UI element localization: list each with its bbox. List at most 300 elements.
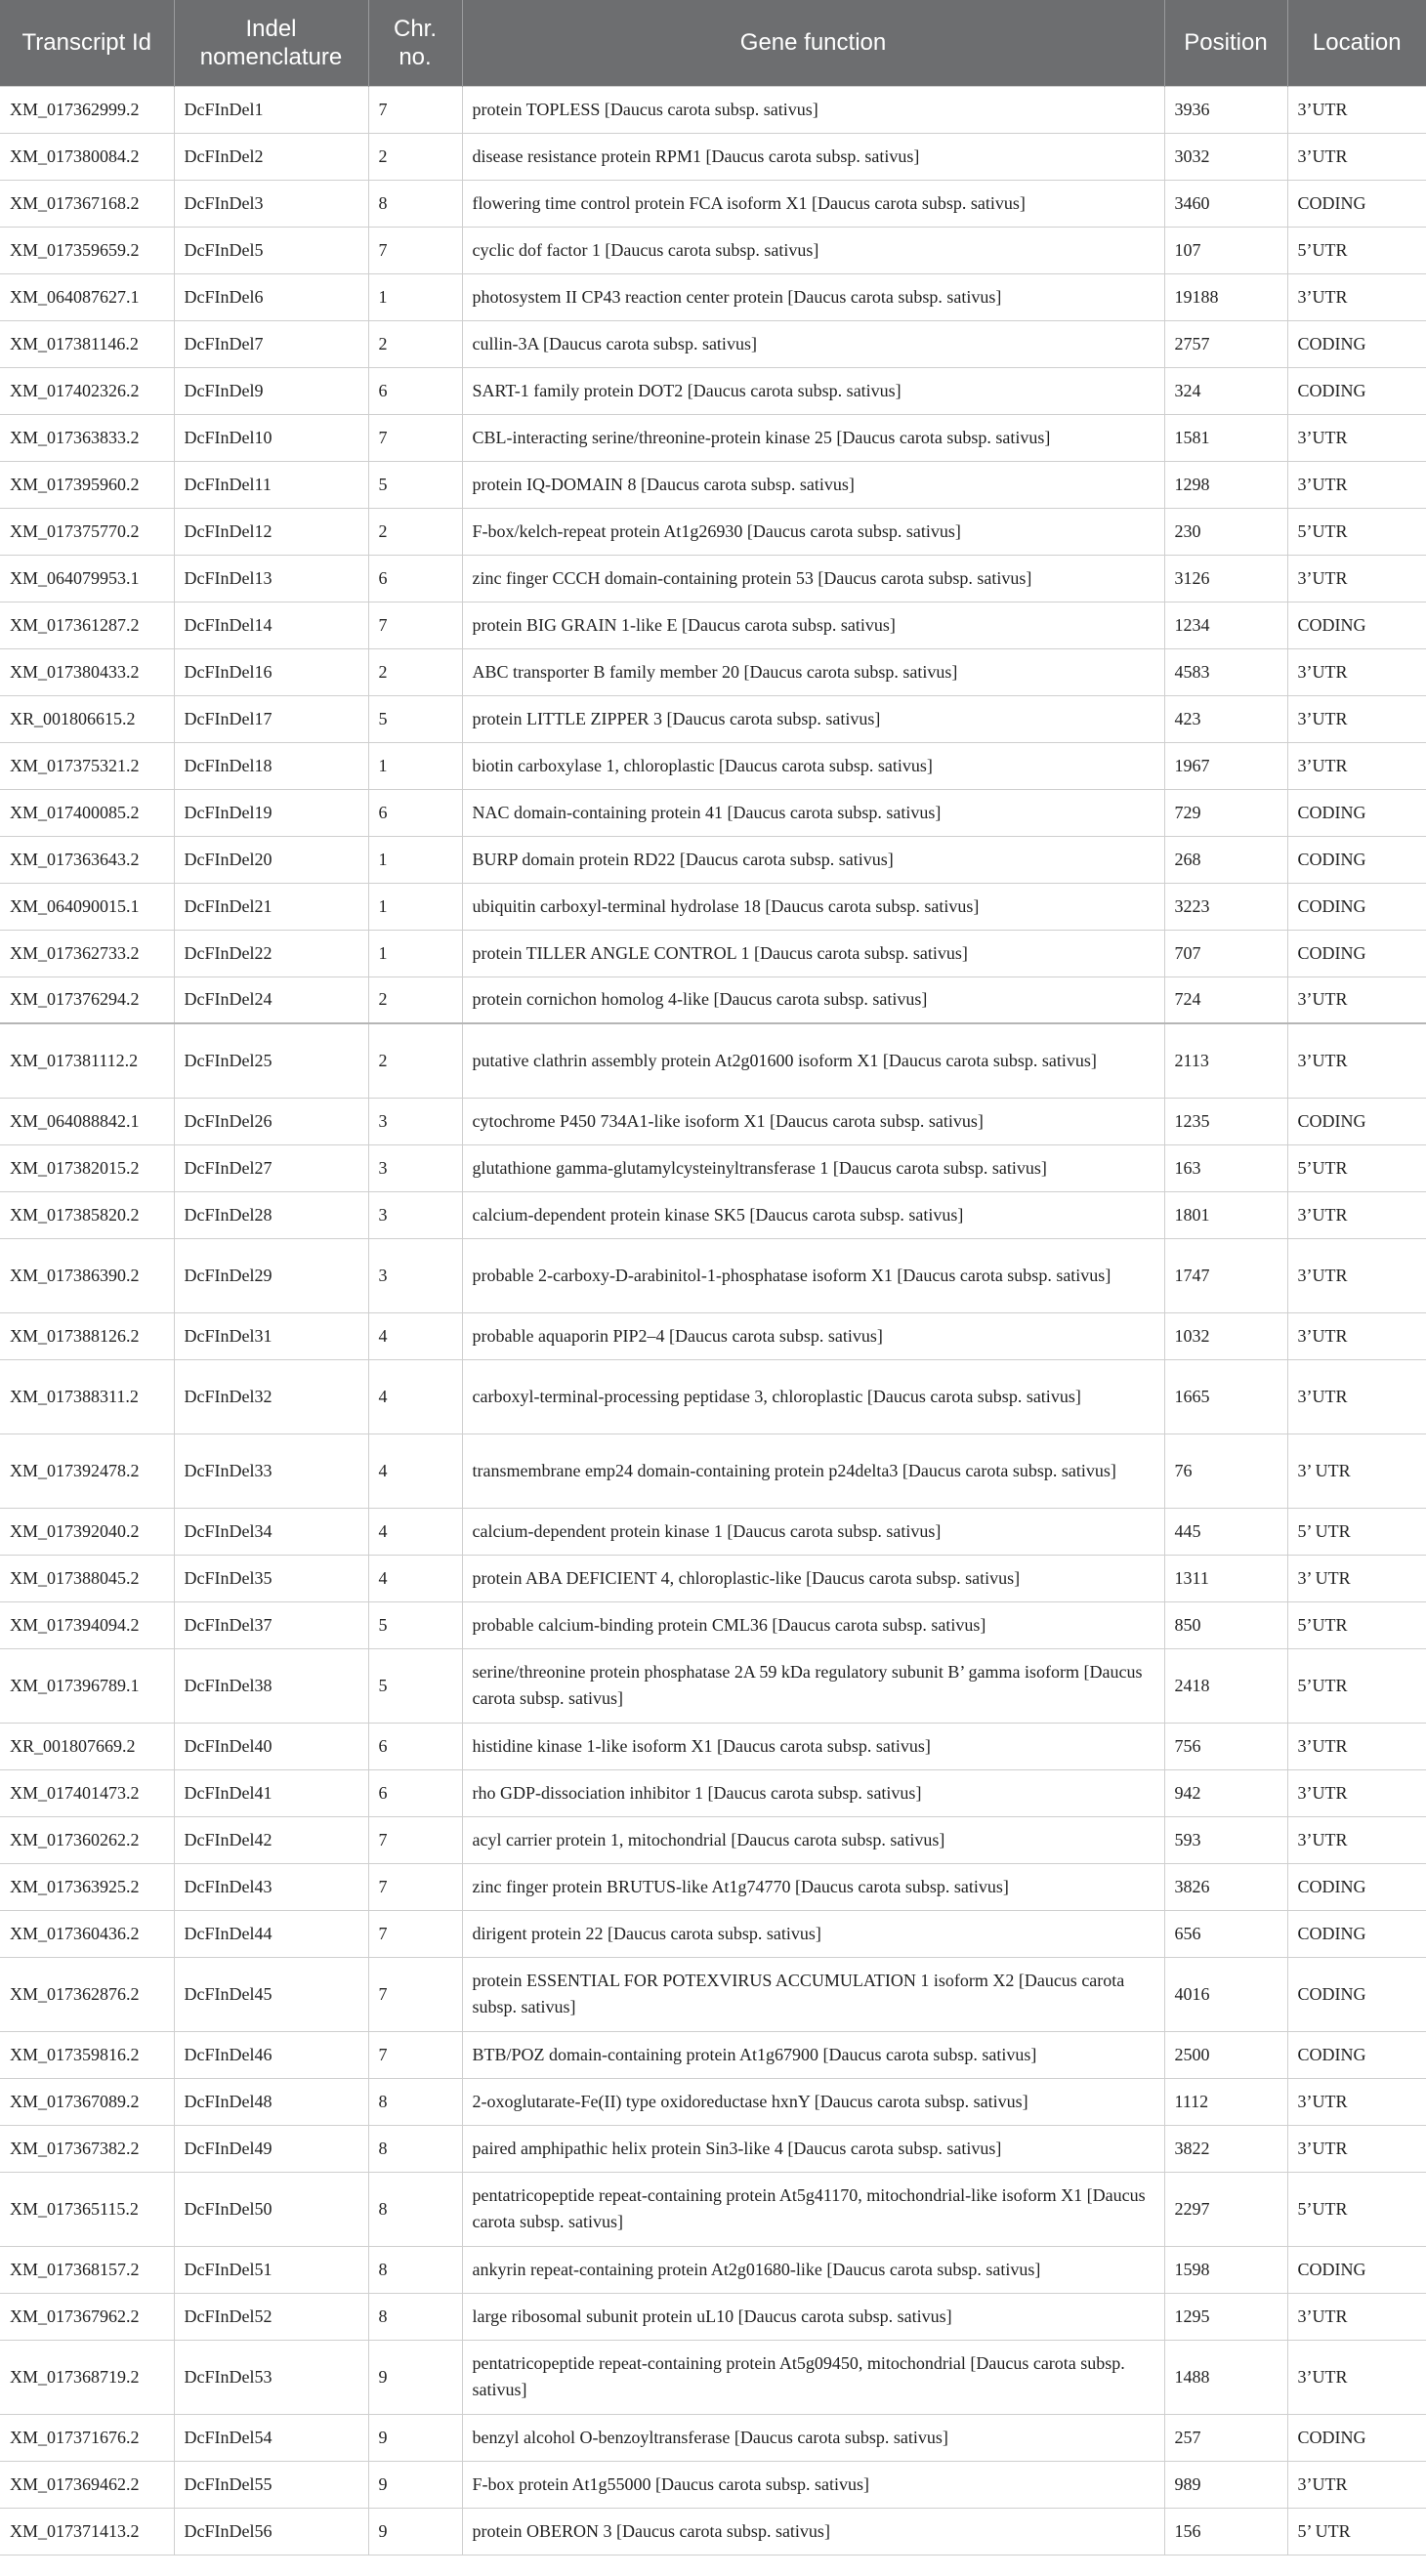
indel-name-cell: DcFInDel34 <box>174 1508 368 1555</box>
chr-no-cell: 6 <box>368 1723 462 1769</box>
position-cell: 2757 <box>1164 320 1287 367</box>
indel-name-cell: DcFInDel40 <box>174 1723 368 1769</box>
location-cell: 3’UTR <box>1287 414 1426 461</box>
transcript-id-cell: XM_017401473.2 <box>0 1769 174 1816</box>
table-row <box>0 133 1426 180</box>
location-cell: 3’UTR <box>1287 1023 1426 1098</box>
chr-no-cell: 8 <box>368 180 462 227</box>
indel-name-cell: DcFInDel18 <box>174 742 368 789</box>
gene-function-cell: cullin-3A [Daucus carota subsp. sativus] <box>462 320 1164 367</box>
chr-no-cell: 3 <box>368 1238 462 1312</box>
chr-no-cell: 5 <box>368 1601 462 1648</box>
transcript-id-cell: XM_064088842.1 <box>0 1098 174 1144</box>
table-row <box>0 2246 1426 2293</box>
gene-function-cell: putative clathrin assembly protein At2g01600 isoform X1 [Daucus carota subsp. sativus] <box>462 1023 1164 1098</box>
header-location: Location <box>1287 0 1426 86</box>
transcript-id-cell: XM_017394094.2 <box>0 1601 174 1648</box>
indel-name-cell: DcFInDel6 <box>174 273 368 320</box>
gene-function-cell: ankyrin repeat-containing protein At2g01680-like [Daucus carota subsp. sativus] <box>462 2246 1164 2293</box>
gene-function-cell: pentatricopeptide repeat-containing protein At5g41170, mitochondrial-like isoform X1 [Daucus carota subsp. sativus] <box>462 2172 1164 2246</box>
table-row <box>0 367 1426 414</box>
location-cell: 5’UTR <box>1287 508 1426 555</box>
indel-name-cell: DcFInDel16 <box>174 648 368 695</box>
gene-function-cell: protein ABA DEFICIENT 4, chloroplastic-like [Daucus carota subsp. sativus] <box>462 1555 1164 1601</box>
transcript-id-cell: XM_017395960.2 <box>0 461 174 508</box>
location-cell: 3’UTR <box>1287 1769 1426 1816</box>
transcript-id-cell: XM_017360262.2 <box>0 1816 174 1863</box>
chr-no-cell: 7 <box>368 2031 462 2078</box>
indel-name-cell: DcFInDel20 <box>174 836 368 883</box>
gene-function-cell: 2-oxoglutarate-Fe(II) type oxidoreductase hxnY [Daucus carota subsp. sativus] <box>462 2078 1164 2125</box>
location-cell: 3’UTR <box>1287 2461 1426 2508</box>
gene-function-cell: rho GDP-dissociation inhibitor 1 [Daucus carota subsp. sativus] <box>462 1769 1164 1816</box>
chr-no-cell: 2 <box>368 508 462 555</box>
location-cell: 3’ UTR <box>1287 1433 1426 1508</box>
indel-name-cell: DcFInDel31 <box>174 1312 368 1359</box>
location-cell: 3’UTR <box>1287 1312 1426 1359</box>
table-row <box>0 508 1426 555</box>
table-row <box>0 1769 1426 1816</box>
gene-function-cell: BTB/POZ domain-containing protein At1g67900 [Daucus carota subsp. sativus] <box>462 2031 1164 2078</box>
table-row <box>0 976 1426 1023</box>
indel-name-cell: DcFInDel7 <box>174 320 368 367</box>
position-cell: 1295 <box>1164 2293 1287 2340</box>
position-cell: 163 <box>1164 1144 1287 1191</box>
location-cell: 3’UTR <box>1287 648 1426 695</box>
chr-no-cell: 2 <box>368 133 462 180</box>
table-row <box>0 2125 1426 2172</box>
location-cell: 3’UTR <box>1287 1723 1426 1769</box>
table-row <box>0 1648 1426 1723</box>
transcript-id-cell: XM_017392478.2 <box>0 1433 174 1508</box>
gene-function-cell: probable aquaporin PIP2–4 [Daucus carota subsp. sativus] <box>462 1312 1164 1359</box>
header-position: Position <box>1164 0 1287 86</box>
table-row <box>0 86 1426 133</box>
transcript-id-cell: XM_064090015.1 <box>0 883 174 930</box>
location-cell: CODING <box>1287 836 1426 883</box>
chr-no-cell: 7 <box>368 1863 462 1910</box>
chr-no-cell: 4 <box>368 1555 462 1601</box>
transcript-id-cell: XM_017380084.2 <box>0 133 174 180</box>
location-cell: 3’UTR <box>1287 695 1426 742</box>
header-row <box>0 0 1426 86</box>
gene-function-cell: protein TILLER ANGLE CONTROL 1 [Daucus carota subsp. sativus] <box>462 930 1164 976</box>
position-cell: 724 <box>1164 976 1287 1023</box>
position-cell: 2297 <box>1164 2172 1287 2246</box>
chr-no-cell: 3 <box>368 1098 462 1144</box>
location-cell: CODING <box>1287 1910 1426 1957</box>
position-cell: 3126 <box>1164 555 1287 602</box>
gene-function-cell: zinc finger protein BRUTUS-like At1g74770 [Daucus carota subsp. sativus] <box>462 1863 1164 1910</box>
chr-no-cell: 8 <box>368 2293 462 2340</box>
table-row <box>0 180 1426 227</box>
gene-function-cell: protein cornichon homolog 4-like [Daucus carota subsp. sativus] <box>462 976 1164 1023</box>
table-row <box>0 1723 1426 1769</box>
location-cell: 5’UTR <box>1287 1144 1426 1191</box>
indel-name-cell: DcFInDel10 <box>174 414 368 461</box>
location-cell: 3’UTR <box>1287 461 1426 508</box>
position-cell: 2500 <box>1164 2031 1287 2078</box>
gene-function-cell: ABC transporter B family member 20 [Daucus carota subsp. sativus] <box>462 648 1164 695</box>
position-cell: 756 <box>1164 1723 1287 1769</box>
position-cell: 3460 <box>1164 180 1287 227</box>
transcript-id-cell: XM_017369462.2 <box>0 2461 174 2508</box>
transcript-id-cell: XM_017371413.2 <box>0 2508 174 2555</box>
location-cell: CODING <box>1287 1098 1426 1144</box>
indel-name-cell: DcFInDel13 <box>174 555 368 602</box>
transcript-id-cell: XM_017359659.2 <box>0 227 174 273</box>
chr-no-cell: 6 <box>368 789 462 836</box>
position-cell: 4583 <box>1164 648 1287 695</box>
transcript-id-cell: XM_017362733.2 <box>0 930 174 976</box>
indel-name-cell: DcFInDel37 <box>174 1601 368 1648</box>
location-cell: CODING <box>1287 602 1426 648</box>
transcript-id-cell: XM_017375321.2 <box>0 742 174 789</box>
table-row <box>0 1238 1426 1312</box>
indel-name-cell: DcFInDel14 <box>174 602 368 648</box>
chr-no-cell: 5 <box>368 1648 462 1723</box>
gene-function-cell: transmembrane emp24 domain-containing protein p24delta3 [Daucus carota subsp. sativus] <box>462 1433 1164 1508</box>
table-row <box>0 1863 1426 1910</box>
position-cell: 2113 <box>1164 1023 1287 1098</box>
chr-no-cell: 8 <box>368 2246 462 2293</box>
indel-name-cell: DcFInDel11 <box>174 461 368 508</box>
indel-name-cell: DcFInDel52 <box>174 2293 368 2340</box>
gene-function-cell: calcium-dependent protein kinase SK5 [Daucus carota subsp. sativus] <box>462 1191 1164 1238</box>
table-row <box>0 2508 1426 2555</box>
gene-function-cell: protein LITTLE ZIPPER 3 [Daucus carota subsp. sativus] <box>462 695 1164 742</box>
position-cell: 1665 <box>1164 1359 1287 1433</box>
chr-no-cell: 3 <box>368 1144 462 1191</box>
location-cell: CODING <box>1287 2414 1426 2461</box>
gene-function-cell: benzyl alcohol O-benzoyltransferase [Daucus carota subsp. sativus] <box>462 2414 1164 2461</box>
transcript-id-cell: XM_017381112.2 <box>0 1023 174 1098</box>
location-cell: 3’UTR <box>1287 976 1426 1023</box>
position-cell: 1598 <box>1164 2246 1287 2293</box>
table-row <box>0 2031 1426 2078</box>
gene-function-cell: dirigent protein 22 [Daucus carota subsp. sativus] <box>462 1910 1164 1957</box>
gene-function-cell: CBL-interacting serine/threonine-protein kinase 25 [Daucus carota subsp. sativus] <box>462 414 1164 461</box>
transcript-id-cell: XR_001806615.2 <box>0 695 174 742</box>
location-cell: CODING <box>1287 789 1426 836</box>
table-row <box>0 836 1426 883</box>
position-cell: 76 <box>1164 1433 1287 1508</box>
table-row <box>0 1144 1426 1191</box>
table-row <box>0 555 1426 602</box>
transcript-id-cell: XM_017359816.2 <box>0 2031 174 2078</box>
transcript-id-cell: XM_017380433.2 <box>0 648 174 695</box>
transcript-id-cell: XM_017371676.2 <box>0 2414 174 2461</box>
table-row <box>0 227 1426 273</box>
transcript-id-cell: XM_017381146.2 <box>0 320 174 367</box>
position-cell: 156 <box>1164 2508 1287 2555</box>
position-cell: 107 <box>1164 227 1287 273</box>
chr-no-cell: 1 <box>368 273 462 320</box>
transcript-id-cell: XM_017396789.1 <box>0 1648 174 1723</box>
table-row <box>0 2293 1426 2340</box>
position-cell: 1581 <box>1164 414 1287 461</box>
header-transcript-id: Transcript Id <box>0 0 174 86</box>
chr-no-cell: 6 <box>368 367 462 414</box>
position-cell: 989 <box>1164 2461 1287 2508</box>
table-row <box>0 883 1426 930</box>
gene-function-cell: large ribosomal subunit protein uL10 [Daucus carota subsp. sativus] <box>462 2293 1164 2340</box>
indel-name-cell: DcFInDel35 <box>174 1555 368 1601</box>
location-cell: 3’UTR <box>1287 1238 1426 1312</box>
position-cell: 656 <box>1164 1910 1287 1957</box>
position-cell: 3822 <box>1164 2125 1287 2172</box>
indel-name-cell: DcFInDel19 <box>174 789 368 836</box>
transcript-id-cell: XM_017388045.2 <box>0 1555 174 1601</box>
header-gene-function: Gene function <box>462 0 1164 86</box>
gene-function-cell: ubiquitin carboxyl-terminal hydrolase 18 [Daucus carota subsp. sativus] <box>462 883 1164 930</box>
position-cell: 3223 <box>1164 883 1287 930</box>
indel-name-cell: DcFInDel46 <box>174 2031 368 2078</box>
location-cell: 3’UTR <box>1287 742 1426 789</box>
chr-no-cell: 9 <box>368 2461 462 2508</box>
gene-function-cell: protein OBERON 3 [Daucus carota subsp. sativus] <box>462 2508 1164 2555</box>
gene-function-cell: NAC domain-containing protein 41 [Daucus carota subsp. sativus] <box>462 789 1164 836</box>
table-row <box>0 1910 1426 1957</box>
gene-function-cell: zinc finger CCCH domain-containing protein 53 [Daucus carota subsp. sativus] <box>462 555 1164 602</box>
gene-function-cell: histidine kinase 1-like isoform X1 [Daucus carota subsp. sativus] <box>462 1723 1164 1769</box>
transcript-id-cell: XM_017367962.2 <box>0 2293 174 2340</box>
gene-function-cell: protein BIG GRAIN 1-like E [Daucus carota subsp. sativus] <box>462 602 1164 648</box>
location-cell: 3’UTR <box>1287 2125 1426 2172</box>
chr-no-cell: 8 <box>368 2078 462 2125</box>
chr-no-cell: 4 <box>368 1433 462 1508</box>
table-row <box>0 1601 1426 1648</box>
transcript-id-cell: XM_017363643.2 <box>0 836 174 883</box>
position-cell: 593 <box>1164 1816 1287 1863</box>
location-cell: 3’UTR <box>1287 86 1426 133</box>
position-cell: 445 <box>1164 1508 1287 1555</box>
position-cell: 1234 <box>1164 602 1287 648</box>
transcript-id-cell: XM_064087627.1 <box>0 273 174 320</box>
table-row <box>0 695 1426 742</box>
indel-name-cell: DcFInDel29 <box>174 1238 368 1312</box>
chr-no-cell: 1 <box>368 883 462 930</box>
table-row <box>0 1433 1426 1508</box>
chr-no-cell: 1 <box>368 836 462 883</box>
chr-no-cell: 1 <box>368 930 462 976</box>
chr-no-cell: 8 <box>368 2125 462 2172</box>
transcript-id-cell: XM_017382015.2 <box>0 1144 174 1191</box>
gene-function-cell: photosystem II CP43 reaction center protein [Daucus carota subsp. sativus] <box>462 273 1164 320</box>
location-cell: 3’UTR <box>1287 1359 1426 1433</box>
position-cell: 2418 <box>1164 1648 1287 1723</box>
indel-name-cell: DcFInDel5 <box>174 227 368 273</box>
chr-no-cell: 7 <box>368 1910 462 1957</box>
position-cell: 1967 <box>1164 742 1287 789</box>
table-row <box>0 1957 1426 2031</box>
location-cell: CODING <box>1287 930 1426 976</box>
transcript-id-cell: XM_017367382.2 <box>0 2125 174 2172</box>
chr-no-cell: 7 <box>368 1957 462 2031</box>
gene-function-cell: probable calcium-binding protein CML36 [Daucus carota subsp. sativus] <box>462 1601 1164 1648</box>
transcript-id-cell: XM_017360436.2 <box>0 1910 174 1957</box>
indel-name-cell: DcFInDel55 <box>174 2461 368 2508</box>
table-row <box>0 1508 1426 1555</box>
gene-function-cell: protein IQ-DOMAIN 8 [Daucus carota subsp. sativus] <box>462 461 1164 508</box>
indel-name-cell: DcFInDel26 <box>174 1098 368 1144</box>
table-row <box>0 742 1426 789</box>
position-cell: 942 <box>1164 1769 1287 1816</box>
indel-name-cell: DcFInDel54 <box>174 2414 368 2461</box>
table-row <box>0 1312 1426 1359</box>
position-cell: 1235 <box>1164 1098 1287 1144</box>
transcript-id-cell: XM_017388126.2 <box>0 1312 174 1359</box>
table-row <box>0 602 1426 648</box>
location-cell: CODING <box>1287 2031 1426 2078</box>
gene-function-cell: protein ESSENTIAL FOR POTEXVIRUS ACCUMULATION 1 isoform X2 [Daucus carota subsp. sativus] <box>462 1957 1164 2031</box>
position-cell: 268 <box>1164 836 1287 883</box>
location-cell: 5’UTR <box>1287 2172 1426 2246</box>
indel-name-cell: DcFInDel25 <box>174 1023 368 1098</box>
location-cell: 5’UTR <box>1287 227 1426 273</box>
chr-no-cell: 5 <box>368 695 462 742</box>
position-cell: 1311 <box>1164 1555 1287 1601</box>
chr-no-cell: 3 <box>368 1191 462 1238</box>
table-row <box>0 2461 1426 2508</box>
header-chr-no: Chr. no. <box>368 0 462 86</box>
gene-function-cell: protein TOPLESS [Daucus carota subsp. sativus] <box>462 86 1164 133</box>
position-cell: 850 <box>1164 1601 1287 1648</box>
indel-name-cell: DcFInDel1 <box>174 86 368 133</box>
position-cell: 1032 <box>1164 1312 1287 1359</box>
gene-function-cell: biotin carboxylase 1, chloroplastic [Daucus carota subsp. sativus] <box>462 742 1164 789</box>
gene-function-cell: calcium-dependent protein kinase 1 [Daucus carota subsp. sativus] <box>462 1508 1164 1555</box>
location-cell: CODING <box>1287 883 1426 930</box>
gene-function-cell: flowering time control protein FCA isoform X1 [Daucus carota subsp. sativus] <box>462 180 1164 227</box>
gene-function-cell: acyl carrier protein 1, mitochondrial [Daucus carota subsp. sativus] <box>462 1816 1164 1863</box>
transcript-id-cell: XM_017385820.2 <box>0 1191 174 1238</box>
position-cell: 1488 <box>1164 2340 1287 2414</box>
table-header <box>0 0 1426 86</box>
chr-no-cell: 4 <box>368 1312 462 1359</box>
position-cell: 3936 <box>1164 86 1287 133</box>
transcript-id-cell: XM_064079953.1 <box>0 555 174 602</box>
transcript-id-cell: XM_017386390.2 <box>0 1238 174 1312</box>
table-row <box>0 2414 1426 2461</box>
table-row <box>0 461 1426 508</box>
indel-name-cell: DcFInDel21 <box>174 883 368 930</box>
indel-name-cell: DcFInDel50 <box>174 2172 368 2246</box>
indel-name-cell: DcFInDel12 <box>174 508 368 555</box>
table-row <box>0 930 1426 976</box>
table-row <box>0 273 1426 320</box>
transcript-id-cell: XM_017363833.2 <box>0 414 174 461</box>
chr-no-cell: 8 <box>368 2172 462 2246</box>
location-cell: 3’UTR <box>1287 2293 1426 2340</box>
position-cell: 3032 <box>1164 133 1287 180</box>
indel-name-cell: DcFInDel41 <box>174 1769 368 1816</box>
gene-function-cell: cytochrome P450 734A1-like isoform X1 [Daucus carota subsp. sativus] <box>462 1098 1164 1144</box>
gene-function-cell: BURP domain protein RD22 [Daucus carota subsp. sativus] <box>462 836 1164 883</box>
chr-no-cell: 9 <box>368 2508 462 2555</box>
transcript-id-cell: XR_001807669.2 <box>0 1723 174 1769</box>
chr-no-cell: 4 <box>368 1359 462 1433</box>
location-cell: 3’UTR <box>1287 2078 1426 2125</box>
gene-function-cell: cyclic dof factor 1 [Daucus carota subsp. sativus] <box>462 227 1164 273</box>
chr-no-cell: 5 <box>368 461 462 508</box>
table-row <box>0 2172 1426 2246</box>
table-row <box>0 414 1426 461</box>
location-cell: 3’UTR <box>1287 555 1426 602</box>
chr-no-cell: 6 <box>368 1769 462 1816</box>
location-cell: CODING <box>1287 1957 1426 2031</box>
table-row <box>0 1098 1426 1144</box>
gene-function-cell: pentatricopeptide repeat-containing protein At5g09450, mitochondrial [Daucus carota subsp. sativus] <box>462 2340 1164 2414</box>
indel-name-cell: DcFInDel27 <box>174 1144 368 1191</box>
indel-name-cell: DcFInDel53 <box>174 2340 368 2414</box>
position-cell: 707 <box>1164 930 1287 976</box>
chr-no-cell: 7 <box>368 414 462 461</box>
indel-name-cell: DcFInDel42 <box>174 1816 368 1863</box>
table-row <box>0 1555 1426 1601</box>
table-body <box>0 86 1426 2555</box>
gene-function-cell: paired amphipathic helix protein Sin3-like 4 [Daucus carota subsp. sativus] <box>462 2125 1164 2172</box>
chr-no-cell: 7 <box>368 86 462 133</box>
transcript-id-cell: XM_017361287.2 <box>0 602 174 648</box>
table-row <box>0 789 1426 836</box>
chr-no-cell: 2 <box>368 320 462 367</box>
chr-no-cell: 2 <box>368 648 462 695</box>
table-row <box>0 648 1426 695</box>
gene-function-cell: glutathione gamma-glutamylcysteinyltransferase 1 [Daucus carota subsp. sativus] <box>462 1144 1164 1191</box>
indel-name-cell: DcFInDel28 <box>174 1191 368 1238</box>
indel-name-cell: DcFInDel33 <box>174 1433 368 1508</box>
indel-name-cell: DcFInDel3 <box>174 180 368 227</box>
location-cell: CODING <box>1287 180 1426 227</box>
location-cell: 3’UTR <box>1287 133 1426 180</box>
location-cell: 5’ UTR <box>1287 1508 1426 1555</box>
table-row <box>0 1359 1426 1433</box>
location-cell: CODING <box>1287 320 1426 367</box>
transcript-id-cell: XM_017400085.2 <box>0 789 174 836</box>
position-cell: 1298 <box>1164 461 1287 508</box>
transcript-id-cell: XM_017367089.2 <box>0 2078 174 2125</box>
position-cell: 3826 <box>1164 1863 1287 1910</box>
gene-function-cell: F-box protein At1g55000 [Daucus carota subsp. sativus] <box>462 2461 1164 2508</box>
position-cell: 257 <box>1164 2414 1287 2461</box>
location-cell: 3’UTR <box>1287 273 1426 320</box>
table-row <box>0 1023 1426 1098</box>
transcript-id-cell: XM_017375770.2 <box>0 508 174 555</box>
chr-no-cell: 2 <box>368 976 462 1023</box>
indel-name-cell: DcFInDel2 <box>174 133 368 180</box>
transcript-id-cell: XM_017376294.2 <box>0 976 174 1023</box>
header-indel-nomenclature: Indel nomenclature <box>174 0 368 86</box>
gene-function-cell: F-box/kelch-repeat protein At1g26930 [Daucus carota subsp. sativus] <box>462 508 1164 555</box>
location-cell: 3’UTR <box>1287 1191 1426 1238</box>
position-cell: 324 <box>1164 367 1287 414</box>
gene-function-cell: probable 2-carboxy-D-arabinitol-1-phosphatase isoform X1 [Daucus carota subsp. sativus] <box>462 1238 1164 1312</box>
indel-name-cell: DcFInDel32 <box>174 1359 368 1433</box>
chr-no-cell: 9 <box>368 2414 462 2461</box>
location-cell: CODING <box>1287 367 1426 414</box>
indel-name-cell: DcFInDel51 <box>174 2246 368 2293</box>
position-cell: 1747 <box>1164 1238 1287 1312</box>
transcript-id-cell: XM_017363925.2 <box>0 1863 174 1910</box>
table-row <box>0 1191 1426 1238</box>
indel-name-cell: DcFInDel24 <box>174 976 368 1023</box>
indel-name-cell: DcFInDel43 <box>174 1863 368 1910</box>
chr-no-cell: 7 <box>368 1816 462 1863</box>
chr-no-cell: 7 <box>368 602 462 648</box>
transcript-id-cell: XM_017392040.2 <box>0 1508 174 1555</box>
indel-name-cell: DcFInDel17 <box>174 695 368 742</box>
